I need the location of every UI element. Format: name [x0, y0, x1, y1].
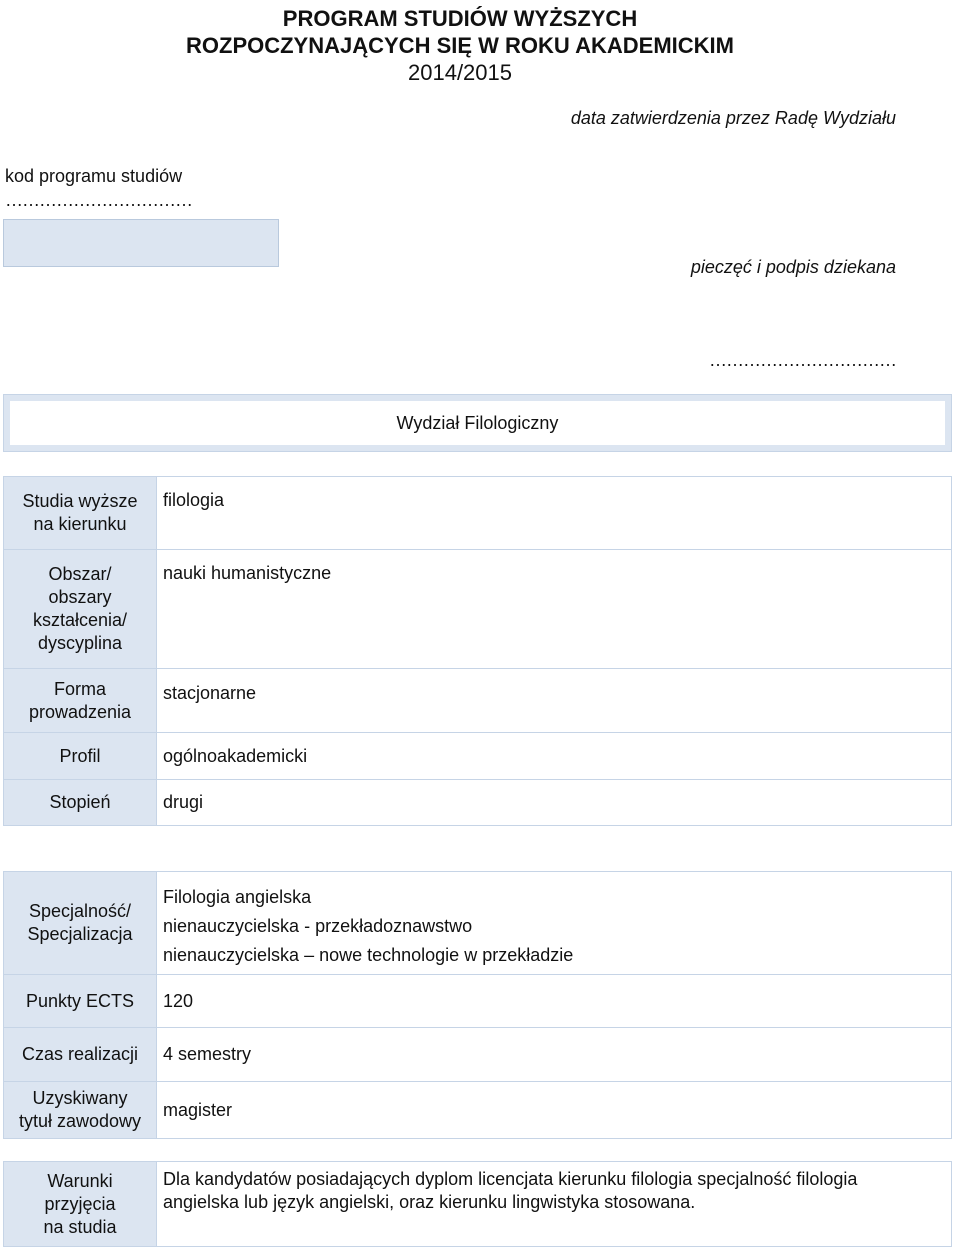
stamp-dots: …………………………… — [709, 350, 896, 370]
label-profile — [3, 732, 157, 780]
value-text: drugi — [163, 792, 204, 812]
label-title — [3, 1081, 157, 1139]
value-field-of-study — [156, 476, 952, 550]
academic-year: 2014/2015 — [408, 60, 512, 85]
label-area — [3, 549, 157, 669]
program-code-box — [3, 219, 279, 267]
value-text: 4 semestry — [163, 1044, 252, 1064]
page-title-line2: ROZPOCZYNAJĄCYCH SIĘ W ROKU AKADEMICKIM — [186, 33, 734, 58]
page-title-line1: PROGRAM STUDIÓW WYŻSZYCH — [282, 6, 638, 31]
value-profile — [156, 732, 952, 780]
label-line: kształcenia/ — [32, 610, 128, 630]
value-text: nienauczycielska – nowe technologie w przekładzie — [163, 945, 574, 965]
value-text: stacjonarne — [163, 683, 257, 703]
label-line: tytuł zawodowy — [18, 1111, 142, 1131]
program-code-label: kod programu studiów — [5, 166, 183, 186]
label-line: Czas realizacji — [21, 1044, 139, 1064]
program-code-dots: …………………………… — [5, 190, 192, 210]
faculty-box — [3, 394, 952, 452]
label-admission — [3, 1161, 157, 1247]
value-text: 120 — [163, 991, 194, 1011]
value-duration — [156, 1027, 952, 1082]
label-ects — [3, 974, 157, 1028]
label-line: Warunki — [47, 1170, 113, 1191]
label-duration — [3, 1027, 157, 1082]
value-admission — [156, 1161, 952, 1247]
label-line: na kierunku — [33, 514, 127, 534]
value-title — [156, 1081, 952, 1139]
label-line: obszary — [48, 587, 112, 607]
stamp-label: pieczęć i podpis dziekana — [690, 257, 896, 277]
label-line: Obszar/ — [48, 564, 112, 584]
value-text: ogólnoakademicki — [163, 746, 308, 766]
label-line: przyjęcia — [44, 1193, 116, 1214]
faculty-name: Wydział Filologiczny — [396, 412, 559, 433]
value-text: magister — [163, 1100, 233, 1120]
value-degree — [156, 779, 952, 826]
label-form — [3, 668, 157, 733]
value-area — [156, 549, 952, 669]
label-degree — [3, 779, 157, 826]
value-text: Dla kandydatów posiadających dyplom licencjata kierunku filologia specjalność filologia — [163, 1169, 858, 1189]
value-text: angielska lub język angielski, oraz kierunku lingwistyka stosowana. — [163, 1192, 696, 1212]
label-line: prowadzenia — [28, 701, 132, 722]
value-form — [156, 668, 952, 733]
label-line: Profil — [59, 745, 101, 766]
value-text: filologia — [163, 490, 225, 510]
label-specialization — [3, 871, 157, 975]
value-text: Filologia angielska — [163, 887, 312, 907]
label-line: Uzyskiwany — [32, 1088, 128, 1108]
label-line: dyscyplina — [37, 633, 123, 653]
value-specialization — [156, 871, 952, 975]
label-line: Punkty ECTS — [25, 990, 135, 1011]
label-line: Specjalność/ — [28, 901, 132, 921]
label-line: Studia wyższe — [22, 491, 138, 511]
label-line: na studia — [43, 1216, 117, 1237]
label-line: Stopień — [49, 792, 111, 812]
label-line: Forma — [53, 678, 106, 699]
value-text: nauki humanistyczne — [163, 563, 332, 583]
value-ects — [156, 974, 952, 1028]
approval-date-label: data zatwierdzenia przez Radę Wydziału — [570, 108, 896, 128]
value-text: nienauczycielska - przekładoznawstwo — [163, 916, 473, 936]
label-line: Specjalizacja — [27, 924, 133, 944]
label-field-of-study — [3, 476, 157, 550]
